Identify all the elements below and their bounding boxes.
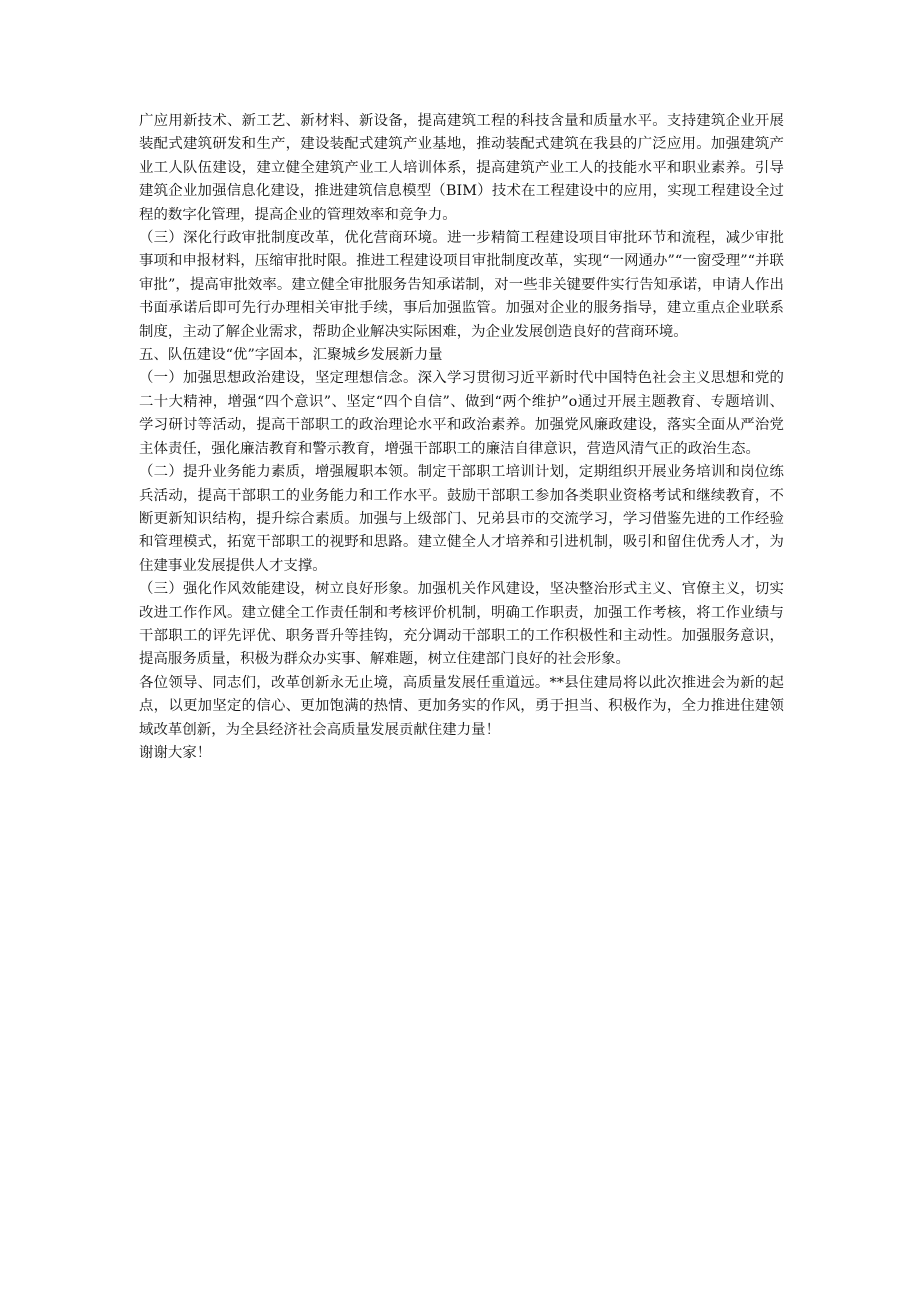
section-heading-team-building: 五、队伍建设“优”字固本，汇聚城乡发展新力量 [139,347,443,364]
paragraph-closing-remarks: 各位领导、同志们，改革创新永无止境，高质量发展任重道远。**县住建局将以此次推进会为新的起点，以更加坚定的信心、更加饱满的热情、更加务实的作风，勇于担当、积极作为，全力推进住建领域改革创新，为全县经济社会高质量发展贡献住建力量！ [139,674,784,738]
paragraph-business-capability: （二）提升业务能力素质，增强履职本领。制定干部职工培训计划，定期组织开展业务培训和岗位练兵活动，提高干部职工的业务能力和工作水平。鼓励干部职工参加各类职业资格考试和继续教育，不断更新知识结构，提升综合素质。加强与上级部门、兄弟县市的交流学习，学习借鉴先进的工作经验和管理模式，拓宽干部职工的视野和思路。建立健全人才培养和引进机制，吸引和留住优秀人才，为住建事业发展提供人才支撑。 [139,464,784,574]
paragraph-thanks: 谢谢大家！ [139,744,212,761]
document-page [139,110,784,765]
paragraph-admin-approval-reform: （三）深化行政审批制度改革，优化营商环境。进一步精简工程建设项目审批环节和流程，减少审批事项和申报材料，压缩审批时限。推进工程建设项目审批制度改革，实现“一网通办”“一窗受理”“并联审批”，提高审批效率。建立健全审批服务告知承诺制，对一些非关键要件实行告知承诺，申请人作出书面承诺后即可先行办理相关审批手续，事后加强监管。加强对企业的服务指导，建立重点企业联系制度，主动了解企业需求，帮助企业解决实际困难，为企业发展创造良好的营商环境。 [139,230,784,340]
paragraph-work-style: （三）强化作风效能建设，树立良好形象。加强机关作风建设，坚决整治形式主义、官僚主义，切实改进工作作风。建立健全工作责任制和考核评价机制，明确工作职责，加强工作考核，将工作业绩与干部职工的评先评优、职务晋升等挂钩，充分调动干部职工的工作积极性和主动性。加强服务意识，提高服务质量，积极为群众办实事、解难题，树立住建部门良好的社会形象。 [139,581,784,668]
paragraph-tech-innovation: 广应用新技术、新工艺、新材料、新设备，提高建筑工程的科技含量和质量水平。支持建筑企业开展装配式建筑研发和生产，建设装配式建筑产业基地，推动装配式建筑在我县的广泛应用。加强建筑产业工人队伍建设，建立健全建筑产业工人培训体系，提高建筑产业工人的技能水平和职业素养。引导建筑企业加强信息化建设，推进建筑信息模型（BIM）技术在工程建设中的应用，实现工程建设全过程的数字化管理，提高企业的管理效率和竞争力。 [139,113,784,223]
paragraph-political-building: （一）加强思想政治建设，坚定理想信念。深入学习贯彻习近平新时代中国特色社会主义思想和党的二十大精神，增强“四个意识”、坚定“四个自信”、做到“两个维护”o通过开展主题教育、专题培训、学习研讨等活动，提高干部职工的政治理论水平和政治素养。加强党风廉政建设，落实全面从严治党主体责任，强化廉洁教育和警示教育，增强干部职工的廉洁自律意识，营造风清气正的政治生态。 [139,370,784,457]
